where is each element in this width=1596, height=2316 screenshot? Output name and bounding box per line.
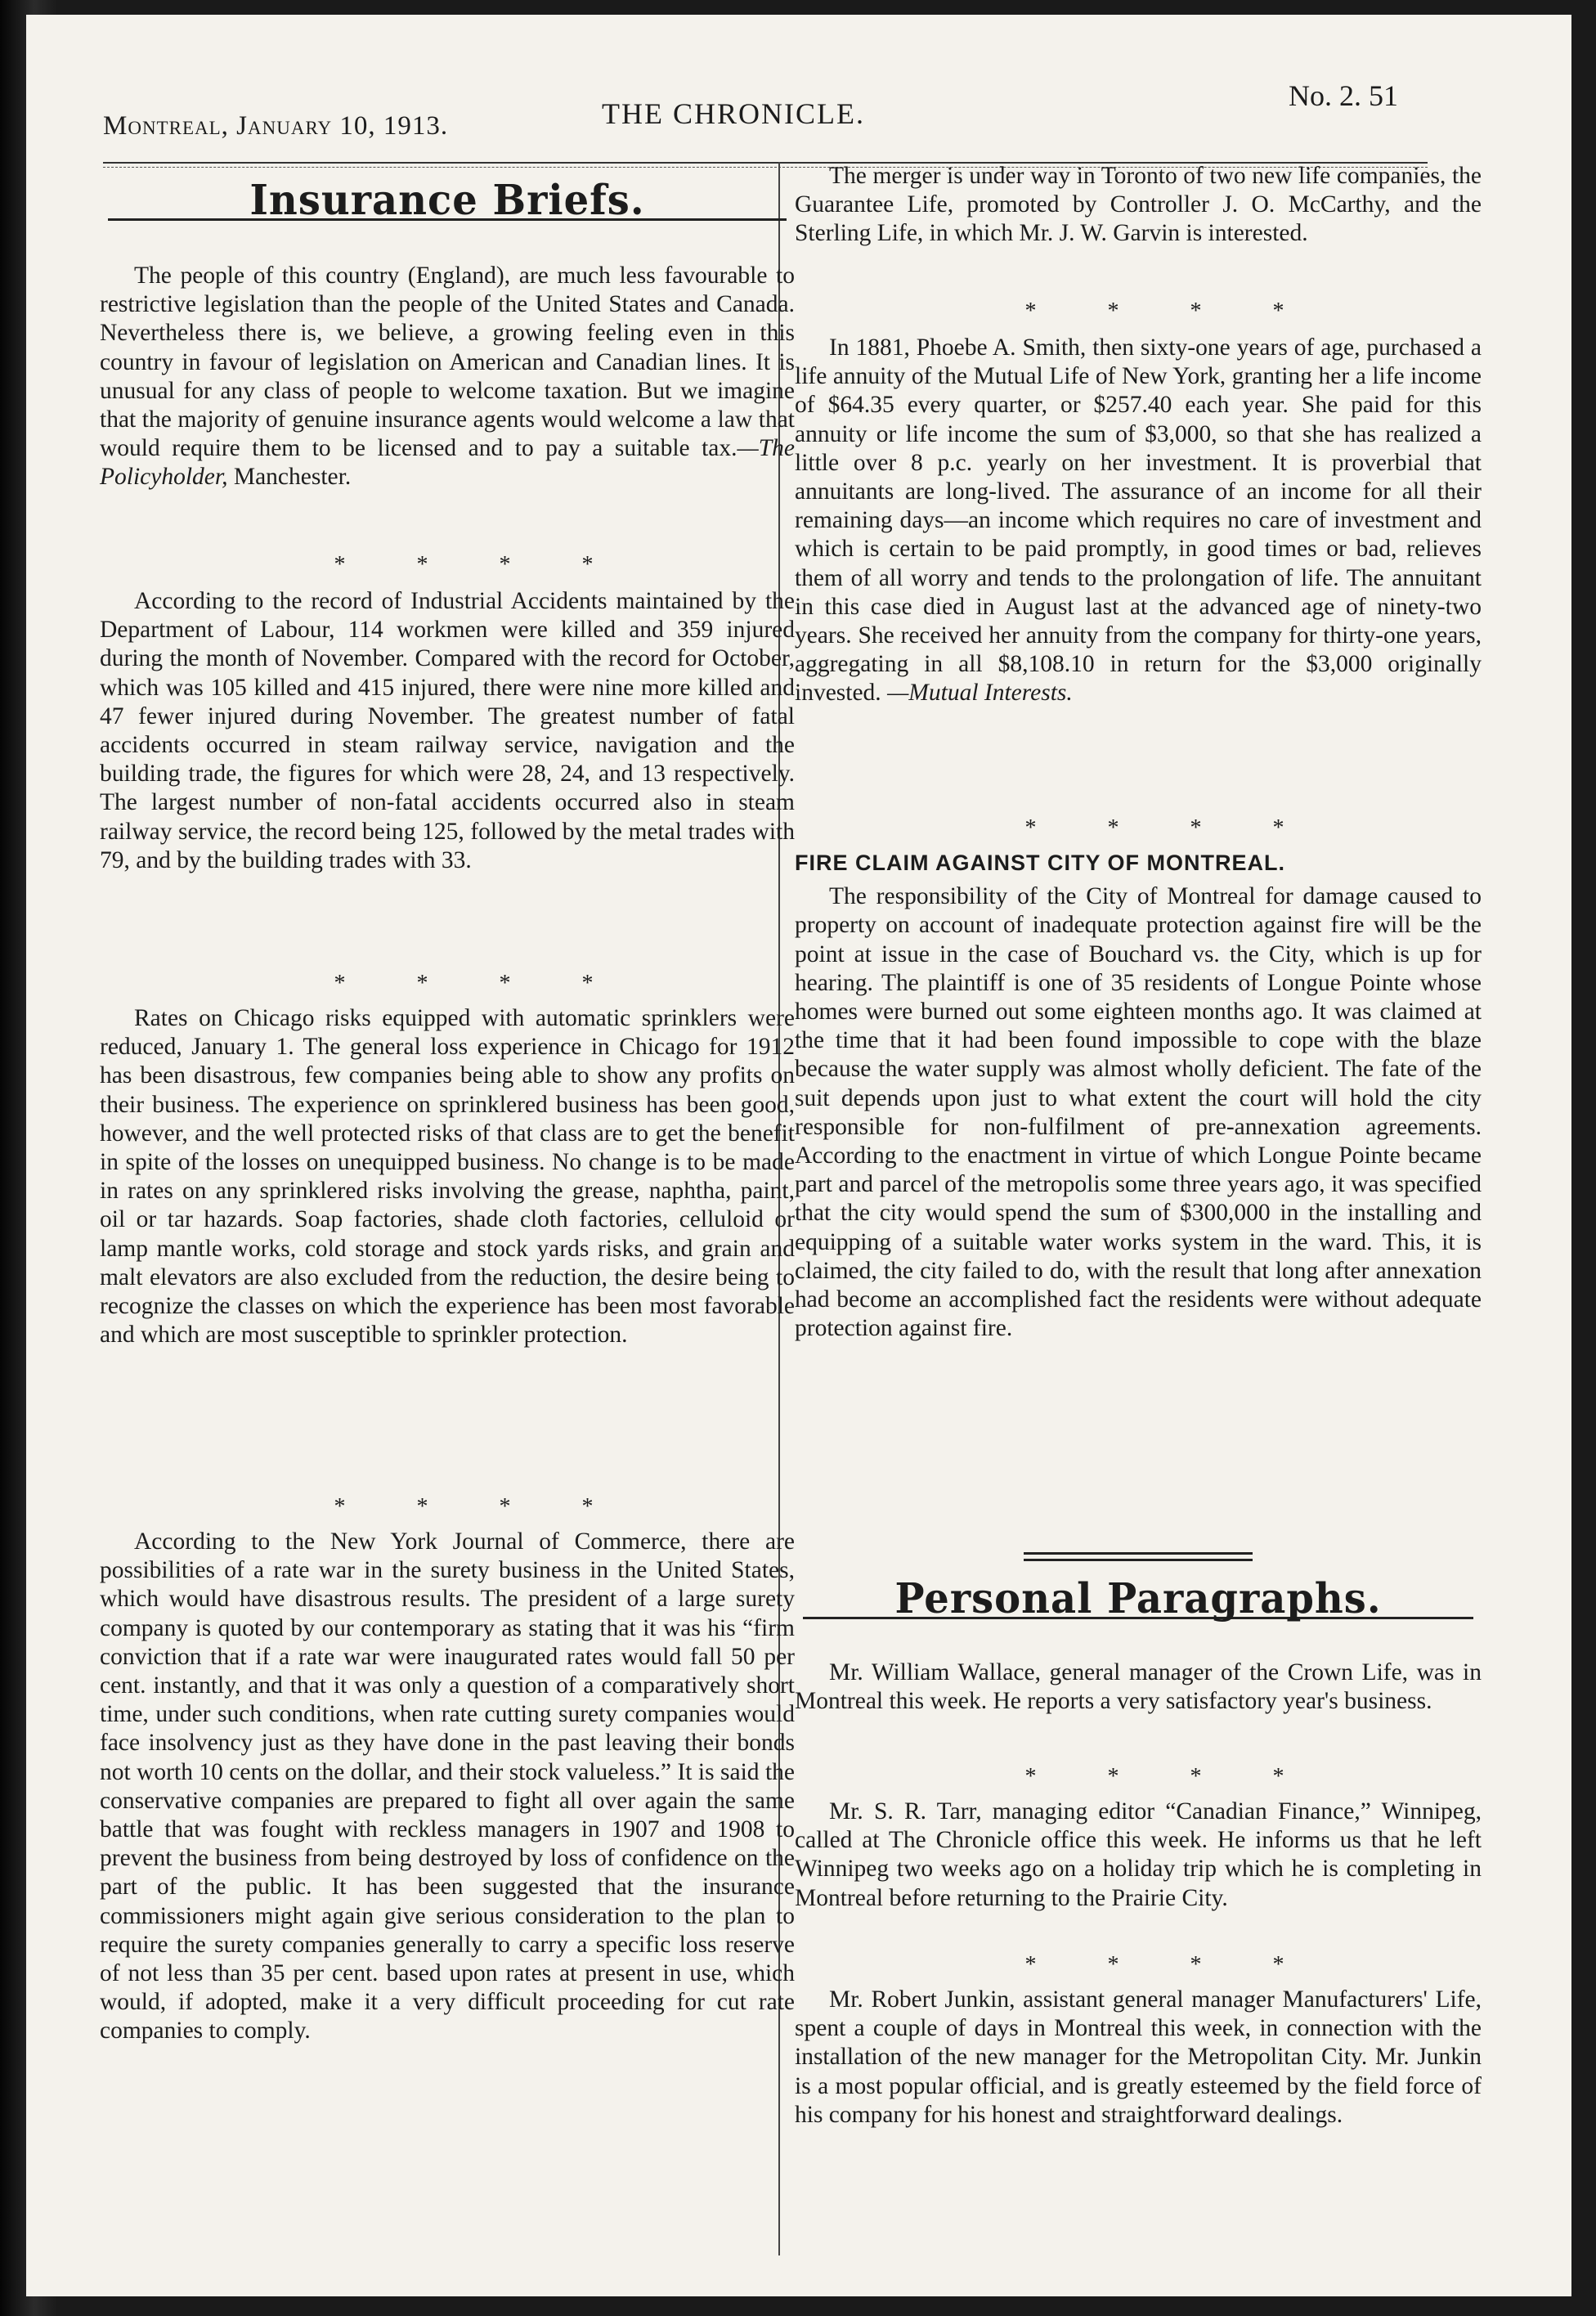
personal-paragraphs-heading: Personal Paragraphs. [894,1574,1382,1623]
article-text: In 1881, Phoebe A. Smith, then sixty-one years of age, purchased a life annuity of the Mutual Life of New York, granting her a life income of $64.35 every quarter, or $257.40 each year. She paid for this annuity or life income the sum of $3,000, so that she has realized a little over 8 p.c. yearly on her investment. It is proverbial that annuitants are long-lived. The assurance of an income for all their remaining days—an income which requires no care of investment and which is certain to be paid promptly, in good times or bad, relieves them of all worry and tends to the prolongation of life. The annuitant in this case died in August last at the advanced age of ninety-two years. She received her annuity from the company for thirty-one years, aggregating in all $8,108.10 in return for the $3,000 originally invested. [795,334,1482,707]
section-separator: * * * * [334,1494,626,1519]
article-chicago-rates [100,1004,795,1349]
article-text: Mr. S. R. Tarr, managing editor “Canadian Finance,” Winnipeg, called at The Chronicle office this week. He informs us that he left Winnipeg two weeks ago on a holiday trip which he is completing in Montreal before returning to the Prairie City. [795,1798,1482,1911]
section-separator: * * * * [334,552,626,577]
fire-claim-subheading: FIRE CLAIM AGAINST CITY OF MONTREAL. [795,851,1285,875]
section-separator: * * * * [1024,298,1317,324]
article-text: The responsibility of the City of Montreal for damage caused to property on account of inadequate protection against fire will be the point at issue in the case of Bouchard vs. the City, which is up for hearing. The plaintiff is one of 35 residents of Longue Pointe whose homes were burned out some eighteen months ago. It was claimed at the time that it had been found impossible to cope with the blaze because the water supply was almost wholly deficient. The fate of the suit depends upon just to what extent the court will hold the city responsible for non-fulfilment of pre-annexation agreements. According to the enactment in virtue of which Longue Pointe became part and parcel of the metropolis some three years ago, it was specified that the city would spend the sum of $300,000 in the installing and equipping of a suitable water works system in the ward. This, it is claimed, the city failed to do, with the result that long after annexation had become an accomplished fact the residents were without adequate protection against fire. [795,883,1482,1342]
page-header [78,79,1436,144]
personal-wallace [795,1658,1482,1716]
article-england-legislation [100,262,795,492]
article-text: Mr. Robert Junkin, assistant general manager Manufacturers' Life, spent a couple of days in Montreal this week, in connection with the installation of the new manager for the Metropolitan City. Mr. Junkin is a most popular official, and is greatly esteemed by the field force of his company for his honest and straightforward dealings. [795,1986,1482,2128]
article-industrial-accidents [100,587,795,875]
article-toronto-merger [795,162,1482,249]
section-separator: * * * * [1024,815,1317,841]
insurance-briefs-heading: Insurance Briefs. [249,176,645,225]
dateline: Montreal, January 10, 1913. [103,111,449,141]
article-text: Rates on Chicago risks equipped with automatic sprinklers were reduced, January 1. The general loss experience in Chicago for 1912 has been disastrous, few companies being able to show any profits on their business. The experience on sprinklered business has been good, however, and the well protected risks of that class are to get the benefit in spite of the losses on unequipped business. No change is to be made in rates on any sprinklered risks involving the grease, naphtha, paint, oil or tar hazards. Soap factories, shade cloth factories, celluloid or lamp mantle works, cold storage and stock yards risks, and grain and malt elevators are also excluded from the reduction, the desire being to recognize the classes on which the experience has been most favorable and which are most susceptible to sprinkler protection. [100,1005,795,1349]
section-separator: * * * * [1024,1952,1317,1977]
section-double-rule [1024,1552,1253,1561]
personal-junkin [795,1986,1482,2130]
source-mutual-interests: —Mutual Interests. [887,680,1073,707]
article-life-annuity [795,334,1482,708]
section-separator: * * * * [1024,1764,1317,1789]
article-text: According to the New York Journal of Commerce, there are possibilities of a rate war in the surety business in the United States, which would have disastrous results. The president of a large surety company is quoted by our contemporary as stating that it was his “firm conviction that if a rate war were inaugurated rates would fall 50 per cent. instantly, and that it was only a question of a comparatively short time, under such conditions, when rate cutting surety companies would face insolvency just as they have done in the past leaving their bonds not worth 10 cents on the dollar, and their stock valueless.” It is said the conservative companies are prepared to fight all over again the same battle that was fought with reckless managers in 1907 and 1908 to prevent the business from being destroyed by loss of confidence on the part of the public. It has been suggested that the insurance commissioners might again give serious consideration to the plan to require the surety companies generally to carry a specific loss reserve of not less than 35 per cent. based upon rates at present in use, which would, if adopted, make it a very difficult proceeding for cut rate companies to comply. [100,1528,795,2044]
article-text: Mr. William Wallace, general manager of the Crown Life, was in Montreal this week. He reports a very satisfactory year's business. [795,1659,1482,1715]
publication-title: THE CHRONICLE. [602,97,865,130]
source-place: Manchester. [233,464,352,491]
source-policyholder: —The Policyholder, [100,435,795,491]
issue-page-number: No. 2. 51 [1289,79,1398,112]
article-text: According to the record of Industrial Accidents maintained by the Department of Labour, 114 workmen were killed and 359 injured during the month of November. Compared with the record for October, which was 105 killed and 415 injured, there were nine more killed and 47 fewer injured during November. The greatest number of fatal accidents occurred in steam railway service, navigation and the building trade, the figures for which were 28, 24, and 13 respectively. The largest number of non-fatal accidents occurred also in steam railway service, the record being 125, followed by the metal trades with 79, and by the building trades with 33. [100,588,795,873]
article-text: The people of this country (England), are much less favourable to restrictive legislation than the people of the United States and Canada. Nevertheless there is, we believe, a growing feeling even in this country in favour of legislation on American and Canadian lines. It is unusual for any class of people to welcome taxation. But we imagine that the majority of genuine insurance agents would welcome a law that would require them to be licensed and to pay a suitable tax. [100,263,795,462]
personal-tarr [795,1798,1482,1913]
newspaper-page [26,15,1571,2296]
article-surety-rate-war [100,1528,795,2046]
section-separator: * * * * [334,971,626,996]
article-fire-claim [795,849,1482,1343]
article-text: The merger is under way in Toronto of two new life companies, the Guarantee Life, promoted by Controller J. O. McCarthy, and the Sterling Life, in which Mr. J. W. Garvin is interested. [795,163,1482,247]
